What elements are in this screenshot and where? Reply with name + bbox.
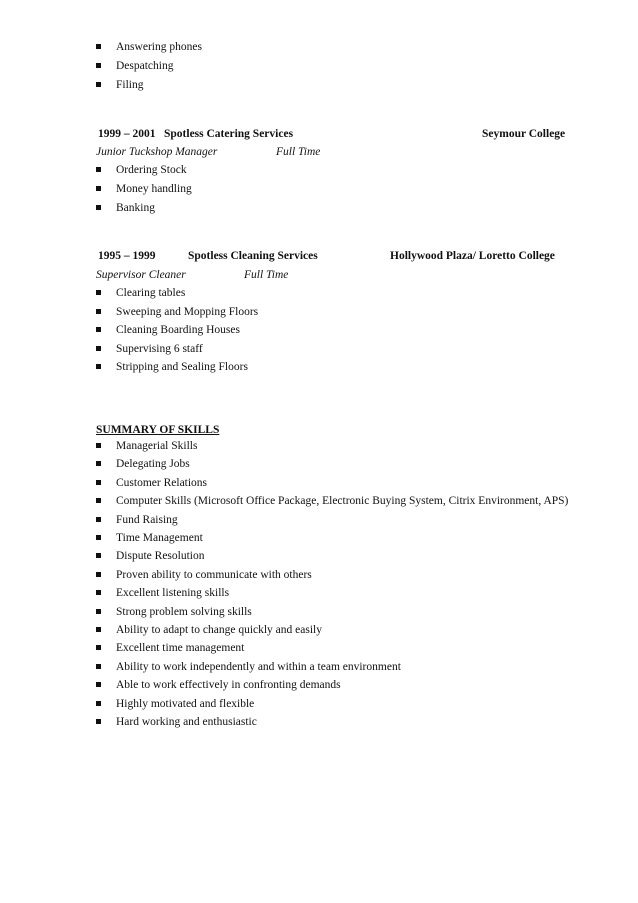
job2-dates: 1995 – 1999 — [98, 250, 156, 262]
bullet-icon — [96, 167, 101, 172]
bullet-icon — [96, 44, 101, 49]
bullet-icon — [96, 327, 101, 332]
bullet-icon — [96, 627, 101, 632]
bullet-icon — [96, 645, 101, 650]
job1-header — [96, 126, 566, 142]
job1-location: Seymour College — [482, 128, 566, 140]
bullet-icon — [96, 553, 101, 558]
bullet-icon — [96, 186, 101, 191]
job1-role: Junior Tuckshop Manager — [96, 146, 218, 158]
bullet-icon — [96, 82, 101, 87]
job2-header — [96, 248, 566, 264]
bullet-icon — [96, 346, 101, 351]
bullet-icon — [96, 609, 101, 614]
bullet-icon — [96, 572, 101, 577]
bullet-icon — [96, 590, 101, 595]
bullet-icon — [96, 701, 101, 706]
bullet-icon — [96, 664, 101, 669]
job2-location: Hollywood Plaza/ Loretto College — [390, 250, 555, 262]
bullet-icon — [96, 480, 101, 485]
bullet-icon — [96, 443, 101, 448]
bullet-icon — [96, 205, 101, 210]
job1-type: Full Time — [276, 146, 321, 158]
bullet-icon — [96, 309, 101, 314]
bullet-icon — [96, 535, 101, 540]
job2-role: Supervisor Cleaner — [96, 269, 186, 281]
job1-employer: Spotless Catering Services — [164, 128, 294, 140]
bullet-icon — [96, 517, 101, 522]
skills-heading: SUMMARY OF SKILLS — [96, 424, 220, 436]
bullet-icon — [96, 63, 101, 68]
job1-dates: 1999 – 2001 — [98, 128, 156, 140]
bullet-icon — [96, 498, 101, 503]
bullet-icon — [96, 682, 101, 687]
job1-role-line — [96, 144, 496, 160]
job2-type: Full Time — [244, 269, 289, 281]
bullet-icon — [96, 719, 101, 724]
bullet-icon — [96, 364, 101, 369]
bullet-icon — [96, 290, 101, 295]
job2-employer: Spotless Cleaning Services — [188, 250, 318, 262]
job2-role-line — [96, 267, 496, 283]
bullet-icon — [96, 461, 101, 466]
